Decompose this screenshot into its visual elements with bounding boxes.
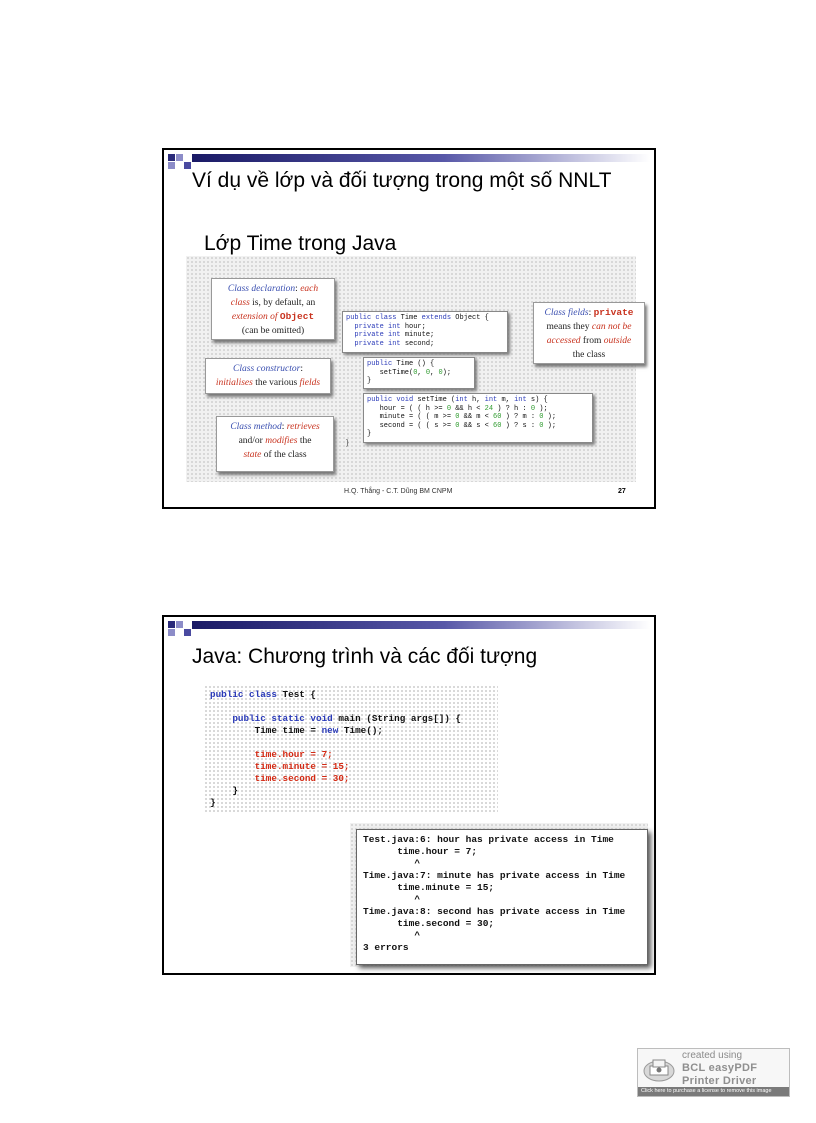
easypdf-badge[interactable] bbox=[637, 1048, 790, 1097]
slide-28 bbox=[162, 615, 656, 975]
slide-title: Ví dụ về lớp và đối tượng trong một số NNLT bbox=[192, 169, 612, 192]
badge-purchase-link[interactable]: Click here to purchase a license to remove this image bbox=[638, 1087, 789, 1096]
title-bar bbox=[192, 154, 650, 162]
code-constructor: public Time () { setTime(0, 0, 0); } bbox=[363, 357, 475, 389]
program-code-test-java: public class Test { public static void main (String args[]) { Time time = new Time(); time.hour = 7; time.minute = 15; time.second = 30; } } bbox=[204, 685, 498, 813]
code-class-declaration: public class Time extends Object { private int hour; private int minute; private int second; bbox=[342, 311, 508, 353]
callout-class-method: Class method: retrieves and/or modifies the state of the class bbox=[216, 416, 334, 472]
title-bar bbox=[192, 621, 650, 629]
footer-author: H.Q. Thắng - C.T. Dũng BM CNPM bbox=[344, 488, 453, 495]
callout-class-declaration: Class declaration: each class is, by default, an extension of Object (can be omitted) bbox=[211, 278, 335, 340]
badge-product-name: BCL easyPDF bbox=[682, 1062, 758, 1074]
code-settime-method: public void setTime (int h, int m, int s) { hour = ( ( h >= 0 && h < 24 ) ? h : 0 ); minute = ( ( m >= 0 && m < 60 ) ? m : 0 ); second = ( ( s >= 0 && s < 60 ) ? s : 0 ); } bbox=[363, 393, 593, 443]
badge-product-type: Printer Driver bbox=[682, 1075, 757, 1087]
compiler-error-output: Test.java:6: hour has private access in Time time.hour = 7; ^ Time.java:7: minute has private access in Time time.minute = 15; ^ Time.java:8: second has private access in Time time.second = 30; ^ 3 errors bbox=[356, 829, 648, 965]
callout-class-constructor: Class constructor: initialises the various fields bbox=[205, 358, 331, 394]
slide-27 bbox=[162, 148, 656, 509]
callout-class-fields: Class fields: private means they can not be accessed from outside the class bbox=[533, 302, 645, 364]
slide-subtitle-clipped: Lớp Time trong Java bbox=[204, 232, 397, 255]
code-class-close-brace: } bbox=[346, 438, 349, 447]
page-number: 27 bbox=[618, 488, 626, 495]
printer-icon bbox=[642, 1055, 676, 1083]
slide-title: Java: Chương trình và các đối tượng bbox=[192, 645, 538, 668]
badge-created-using: created using bbox=[682, 1050, 743, 1061]
